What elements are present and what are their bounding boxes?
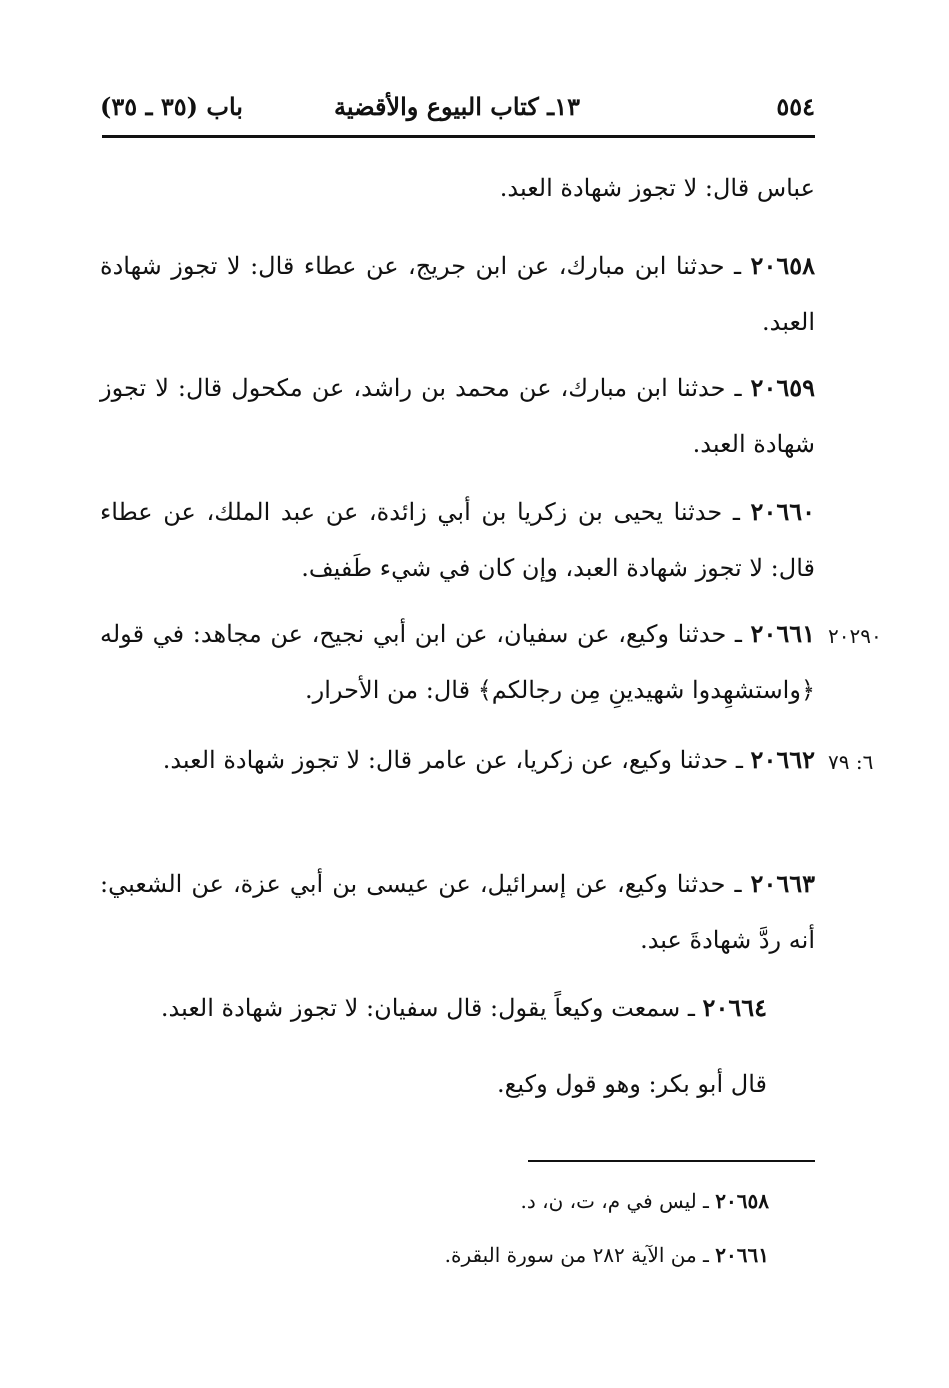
hadith-text: ـ حدثنا يحيى بن زكريا بن أبي زائدة، عن عبد الملك، عن عطاء قال: لا تجوز شهادة العبد، وإن كان في شيء طَفيف.: [100, 498, 815, 582]
margin-reference: ٦: ٧٩: [828, 750, 874, 774]
hadith-number: ٢٠٦٦٤: [702, 993, 767, 1022]
page-header: [100, 84, 815, 128]
hadith-20660: [100, 484, 815, 596]
footnote-rule: [528, 1160, 815, 1162]
hadith-20659: [100, 360, 815, 472]
paragraph-continuation: عباس قال: لا تجوز شهادة العبد.: [499, 174, 815, 202]
footnote-text: ـ ليس في م، ت، ن، د.: [520, 1189, 716, 1213]
hadith-number: ٢٠٦٦٢: [750, 745, 815, 774]
footnote-number: ٢٠٦٦١: [715, 1243, 769, 1267]
hadith-text: ـ حدثنا ابن مبارك، عن ابن جريج، عن عطاء قال: لا تجوز شهادة العبد.: [100, 252, 815, 336]
hadith-20664: [100, 980, 815, 1036]
hadith-text: ـ حدثنا وكيع، عن إسرائيل، عن عيسى بن أبي عزة، عن الشعبي: أنه ردَّ شهادةَ عبد.: [100, 870, 815, 954]
footnote: [169, 1186, 769, 1216]
hadith-text: ـ حدثنا ابن مبارك، عن محمد بن راشد، عن مكحول قال: لا تجوز شهادة العبد.: [100, 374, 815, 458]
hadith-number: ٢٠٦٥٩: [750, 373, 815, 402]
hadith-20663: [100, 856, 815, 968]
footnote: [169, 1240, 769, 1270]
page-number: ٥٥٤: [776, 92, 815, 121]
hadith-text: ـ سمعت وكيعاً يقول: قال سفيان: لا تجوز شهادة العبد.: [160, 994, 703, 1022]
hadith-number: ٢٠٦٦١: [750, 619, 815, 648]
footnote-number: ٢٠٦٥٨: [715, 1189, 769, 1213]
hadith-number: ٢٠٦٦٠: [750, 497, 815, 526]
hadith-text: ـ حدثنا وكيع، عن سفيان، عن ابن أبي نجيح، عن مجاهد: في قوله ﴿واستشهِدوا شهيدينِ مِن رجالكم﴾ قال: من الأحرار.: [100, 620, 815, 704]
header-rule: [102, 135, 815, 138]
hadith-text: ـ حدثنا وكيع، عن زكريا، عن عامر قال: لا تجوز شهادة العبد.: [162, 746, 751, 774]
hadith-20662: [100, 732, 815, 788]
closing-remark: قال أبو بكر: وهو قول وكيع.: [497, 1070, 767, 1098]
hadith-number: ٢٠٦٥٨: [750, 251, 815, 280]
hadith-number: ٢٠٦٦٣: [750, 869, 815, 898]
book-title: ١٣ـ كتاب البيوع والأقضية: [334, 92, 580, 121]
hadith-20661: [100, 606, 815, 718]
margin-reference: ٢٠٢٩٠: [828, 624, 882, 648]
chapter-reference: باب (٣٥ ـ ٣٥): [100, 92, 243, 121]
hadith-20658: [100, 238, 815, 350]
footnote-text: ـ من الآية ٢٨٢ من سورة البقرة.: [444, 1243, 716, 1267]
